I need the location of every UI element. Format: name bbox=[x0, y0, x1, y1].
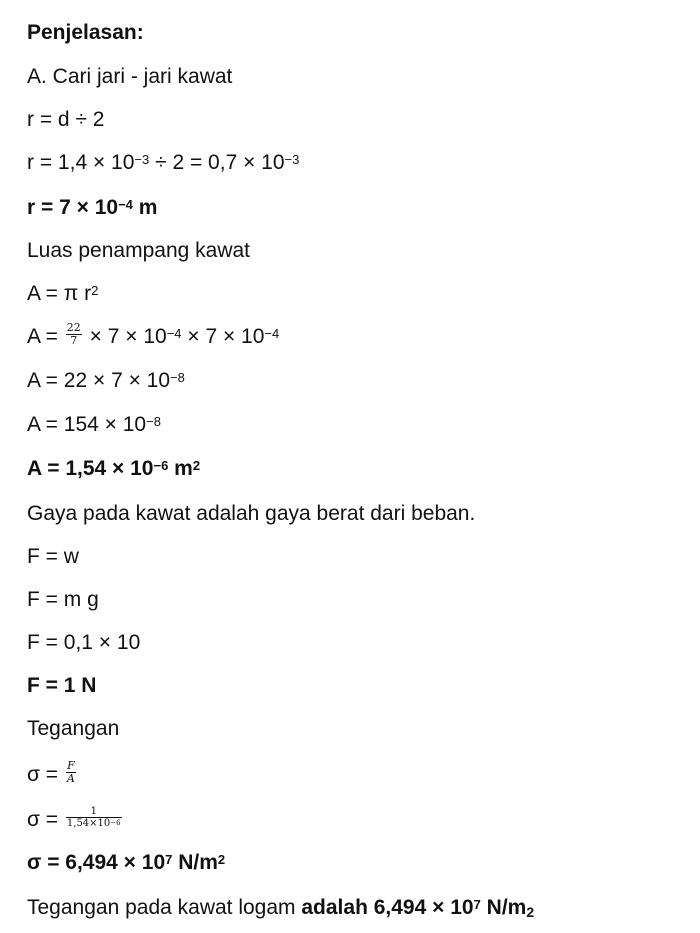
conclusion: Tegangan pada kawat logam adalah $6,494 \times 10^7$ N/m2 bbox=[27, 896, 535, 920]
radius-calculation: $r = 1,4 \times 10^{-3} \div 2 = 0,7 \times 10^{-3}$ bbox=[27, 151, 300, 174]
stress-formula: σ = $\frac{F}{A}$ bbox=[27, 758, 75, 786]
fraction-1-over-area: $\frac{1}{1,54\times 10^{-6}}$ bbox=[66, 805, 121, 829]
area-formula: A = π $r^2$ bbox=[27, 282, 99, 305]
force-title: Gaya pada kawat adalah gaya berat dari beban. bbox=[27, 502, 476, 525]
force-formula: F = w bbox=[27, 545, 79, 568]
heading: Penjelasan: bbox=[27, 21, 144, 44]
stress-substitution: σ = $\frac{1}{1,54\times 10^{-6}}$ bbox=[27, 805, 121, 831]
radius-result: $r = 7 \times 10^{-4}$ m bbox=[27, 196, 158, 219]
area-step-2: $A = 154 \times 10^{-8}$ bbox=[27, 413, 161, 436]
stress-result: $\sigma = 6,494 \times 10^7$ $N/m^2$ bbox=[27, 851, 226, 874]
area-title: Luas penampang kawat bbox=[27, 239, 250, 262]
force-result: F = 1 N bbox=[27, 674, 97, 697]
force-calculation: F = 0,1 × 10 bbox=[27, 631, 141, 654]
area-step: $A = 22 \times 7 \times 10^{-8}$ bbox=[27, 369, 185, 392]
step-a-title: A. Cari jari - jari kawat bbox=[27, 65, 233, 88]
stress-title: Tegangan bbox=[27, 717, 120, 740]
force-formula-2: F = m g bbox=[27, 588, 99, 611]
fraction-22-7: $\frac{22}{7}$ bbox=[66, 320, 81, 347]
fraction-f-over-a: $\frac{F}{A}$ bbox=[66, 758, 75, 785]
area-result: $A = 1,54 \times 10^{-6}$ $m^2$ bbox=[27, 457, 201, 480]
area-substitution: A = $\frac{22}{7}$ × $7 \times 10^{-4} \times 7 \times 10^{-4}$ bbox=[27, 320, 280, 348]
radius-formula: r = d ÷ 2 bbox=[27, 108, 105, 131]
